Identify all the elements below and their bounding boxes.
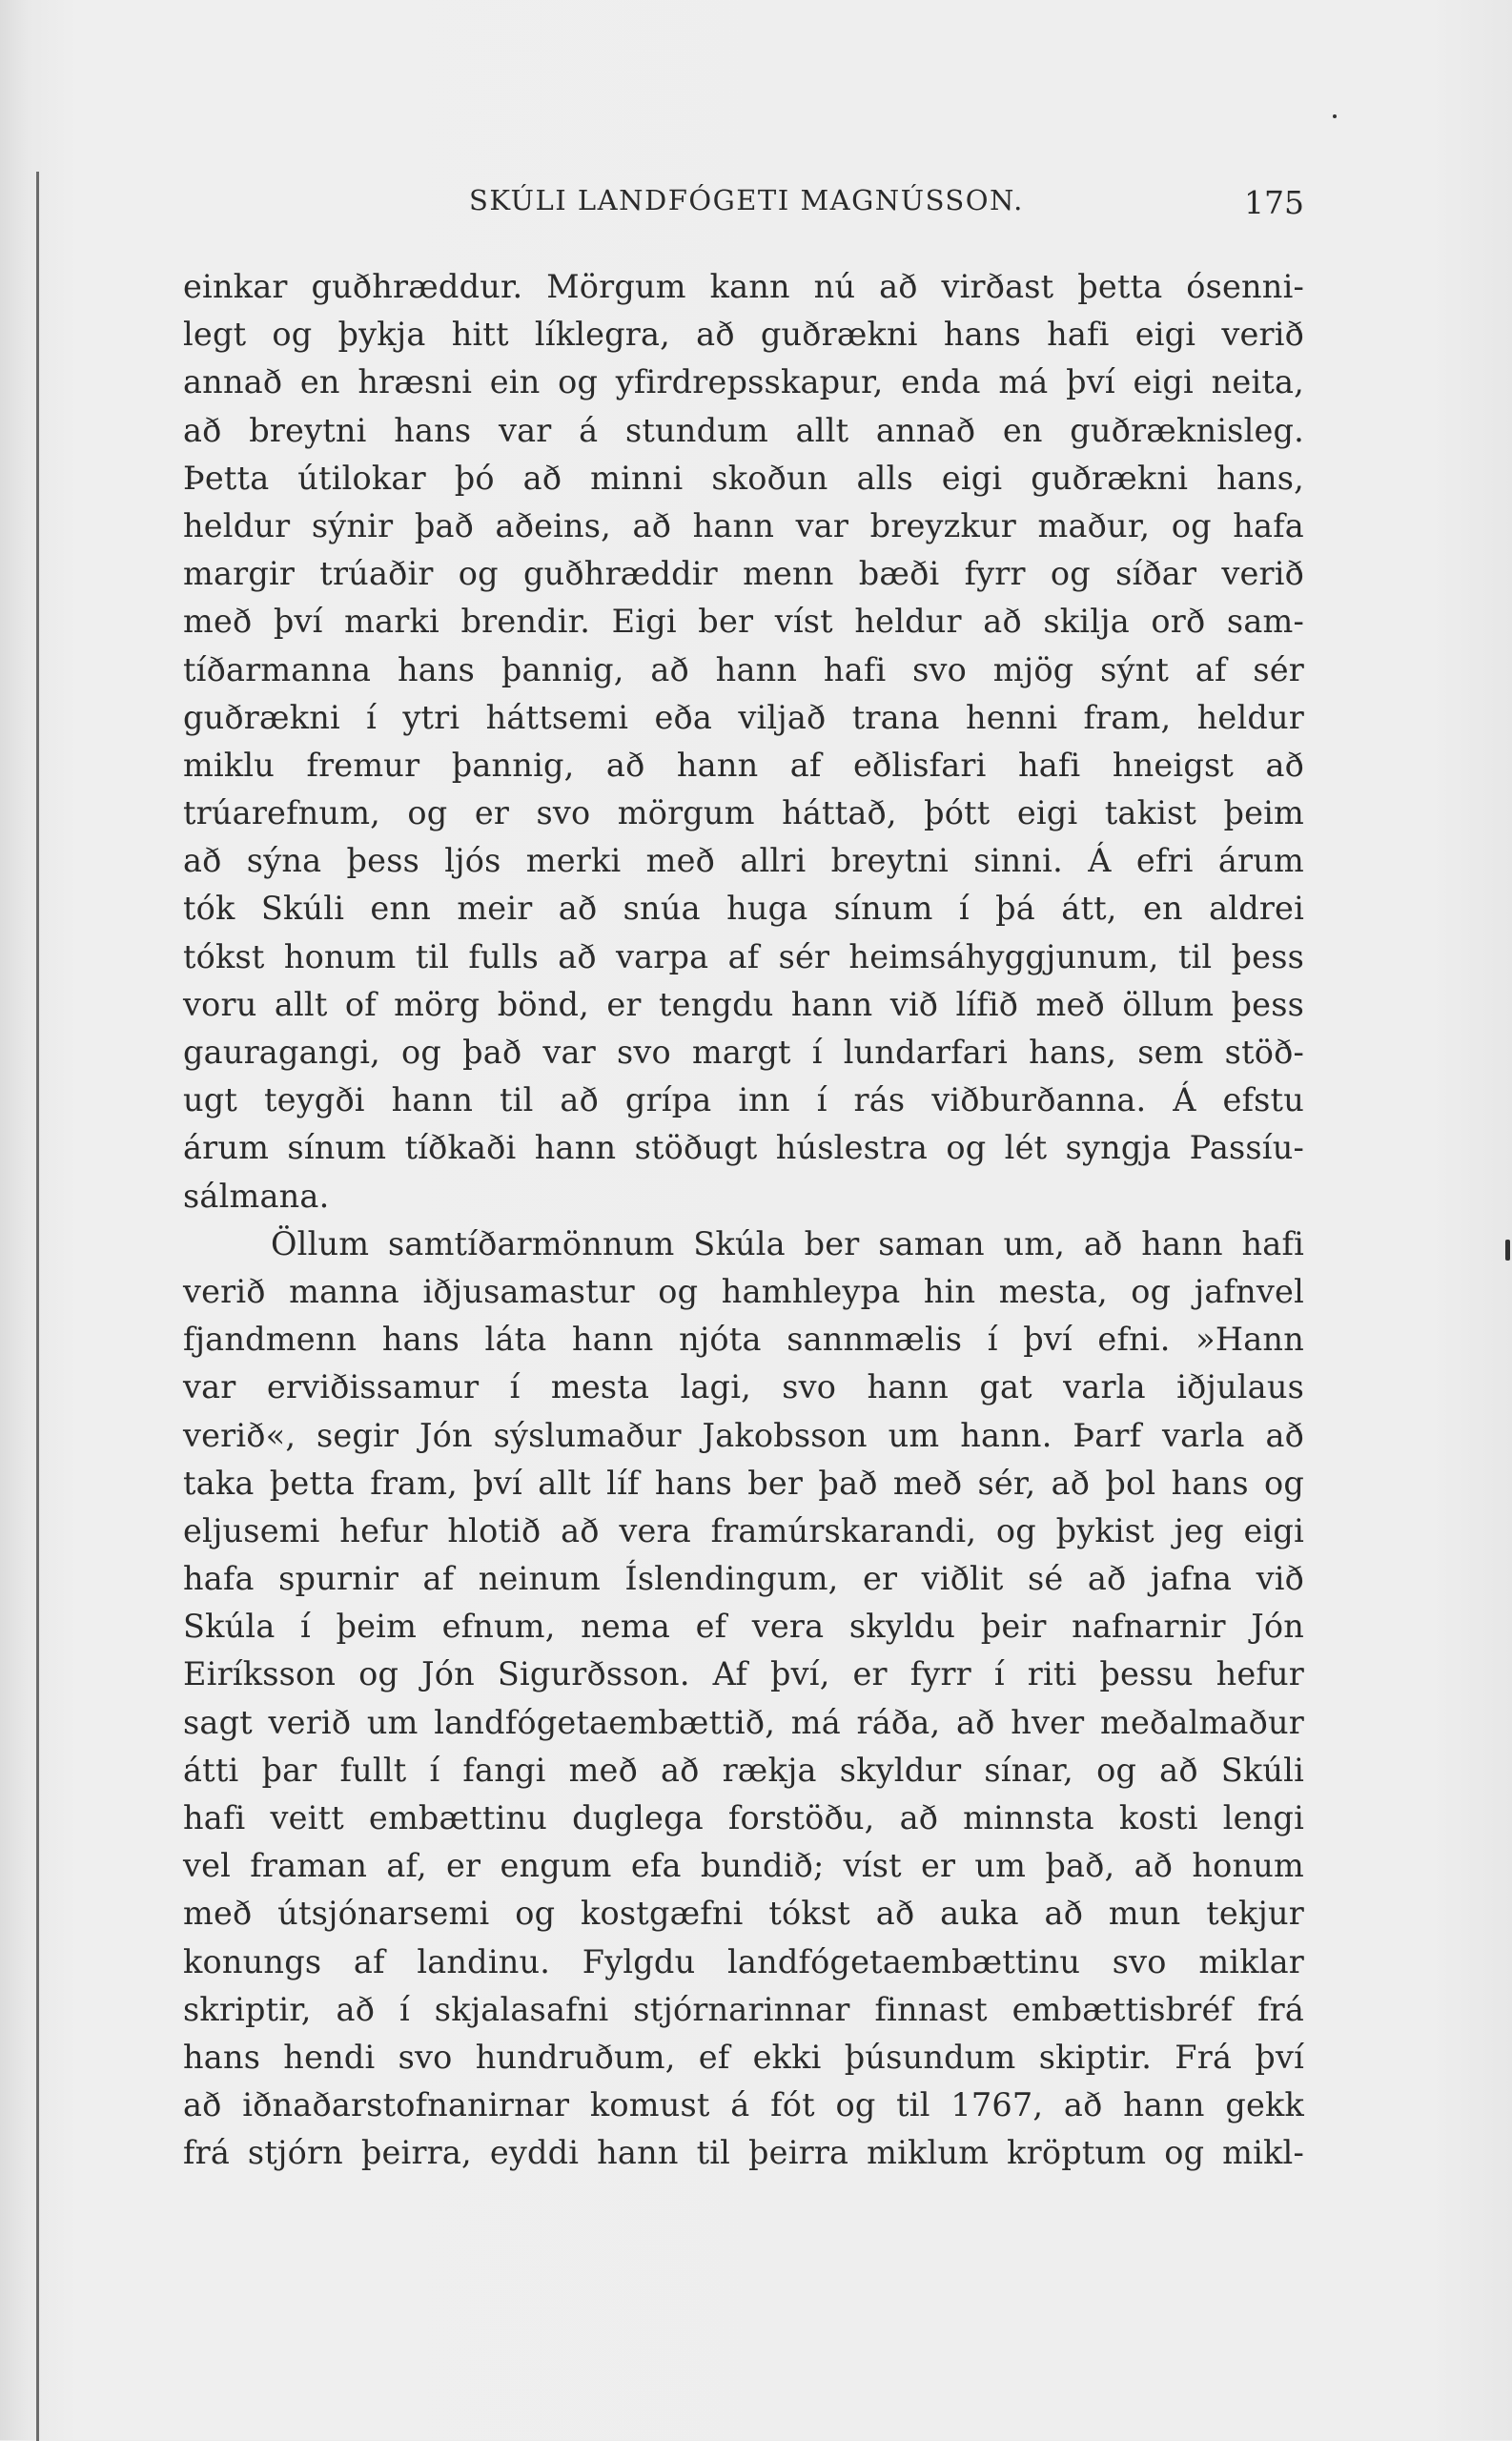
text-line: sálmana.	[183, 1177, 330, 1215]
body-text	[183, 263, 1304, 2178]
text-line: Þetta útilokar þó að minni skoðun alls eigi guðrækni hans,	[183, 459, 1304, 497]
scan-speck	[1333, 114, 1337, 118]
text-line: skriptir, að í skjalasafni stjórnarinnar finnast embættisbréf frá	[183, 1990, 1304, 2028]
text-line: legt og þykja hitt líklegra, að guðrækni hans hafi eigi verið	[183, 316, 1304, 354]
paragraph-2	[183, 1220, 1304, 2178]
text-line: fjandmenn hans láta hann njóta sannmælis í því efni. »Hann	[183, 1321, 1304, 1359]
text-line: var erviðissamur í mesta lagi, svo hann gat varla iðjulaus	[183, 1368, 1304, 1406]
running-head-title: SKÚLI LANDFÓGETI MAGNÚSSON.	[469, 184, 1024, 216]
running-head	[183, 184, 1304, 222]
text-line: guðrækni í ytri háttsemi eða viljað trana henni fram, heldur	[183, 698, 1304, 736]
page-number: 175	[1244, 184, 1304, 221]
text-line: heldur sýnir það aðeins, að hann var breyzkur maður, og hafa	[183, 506, 1304, 544]
text-line: Eiríksson og Jón Sigurðsson. Af því, er fyrr í riti þessu hefur	[183, 1655, 1304, 1693]
text-line: með því marki brendir. Eigi ber víst heldur að skilja orð sam-	[183, 603, 1304, 641]
text-line: tókst honum til fulls að varpa af sér heimsáhyggjunum, til þess	[183, 937, 1304, 975]
text-line: Öllum samtíðarmönnum Skúla ber saman um, að hann hafi	[271, 1224, 1304, 1262]
text-line: að breytni hans var á stundum allt annað en guðræknisleg.	[183, 411, 1304, 449]
text-line: átti þar fullt í fangi með að rækja skyldur sínar, og að Skúli	[183, 1751, 1304, 1789]
text-line: árum sínum tíðkaði hann stöðugt húslestra og lét syngja Passíu-	[183, 1129, 1304, 1167]
text-line: með útsjónarsemi og kostgæfni tókst að auka að mun tekjur	[183, 1895, 1304, 1933]
text-line: ugt teygði hann til að grípa inn í rás viðburðanna. Á efstu	[183, 1081, 1304, 1119]
text-line: sagt verið um landfógetaembættið, má ráða, að hver meðalmaður	[183, 1703, 1304, 1741]
text-line: gauragangi, og það var svo margt í lundarfari hans, sem stöð-	[183, 1034, 1304, 1071]
text-line: taka þetta fram, því allt líf hans ber það með sér, að þol hans og	[183, 1464, 1304, 1502]
text-line: frá stjórn þeirra, eyddi hann til þeirra miklum kröptum og mikl-	[183, 2134, 1304, 2172]
text-line: voru allt of mörg bönd, er tengdu hann við lífið með öllum þess	[183, 985, 1304, 1023]
scan-speck	[1505, 1240, 1510, 1261]
text-line: trúarefnum, og er svo mörgum háttað, þótt eigi takist þeim	[183, 794, 1304, 832]
text-line: eljusemi hefur hlotið að vera framúrskarandi, og þykist jeg eigi	[183, 1511, 1304, 1549]
binding-gutter-line	[36, 172, 39, 2441]
text-line: hafi veitt embættinu duglega forstöðu, að minnsta kosti lengi	[183, 1799, 1304, 1836]
text-line: hafa spurnir af neinum Íslendingum, er viðlit sé að jafna við	[183, 1560, 1304, 1598]
text-line: konungs af landinu. Fylgdu landfógetaembættinu svo miklar	[183, 1942, 1304, 1980]
text-line: að iðnaðarstofnanirnar komust á fót og til 1767, að hann gekk	[183, 2086, 1304, 2124]
text-line: að sýna þess ljós merki með allri breytni sinni. Á efri árum	[183, 842, 1304, 880]
text-line: tók Skúli enn meir að snúa huga sínum í þá átt, en aldrei	[183, 890, 1304, 928]
text-line: einkar guðhræddur. Mörgum kann nú að virðast þetta ósenni-	[183, 268, 1304, 305]
text-line: vel framan af, er engum efa bundið; víst er um það, að honum	[183, 1847, 1304, 1885]
text-line: hans hendi svo hundruðum, ef ekki þúsundum skiptir. Frá því	[183, 2038, 1304, 2076]
text-line: margir trúaðir og guðhræddir menn bæði fyrr og síðar verið	[183, 555, 1304, 593]
text-line: verið«, segir Jón sýslumaður Jakobsson um hann. Þarf varla að	[183, 1416, 1304, 1454]
text-line: tíðarmanna hans þannig, að hann hafi svo mjög sýnt af sér	[183, 650, 1304, 688]
text-line: miklu fremur þannig, að hann af eðlisfari hafi hneigst að	[183, 746, 1304, 784]
paragraph-1	[183, 263, 1304, 1220]
text-line: Skúla í þeim efnum, nema ef vera skyldu þeir nafnarnir Jón	[183, 1608, 1304, 1646]
text-line: verið manna iðjusamastur og hamhleypa hin mesta, og jafnvel	[183, 1272, 1304, 1310]
text-line: annað en hræsni ein og yfirdrepsskapur, enda má því eigi neita,	[183, 363, 1304, 401]
